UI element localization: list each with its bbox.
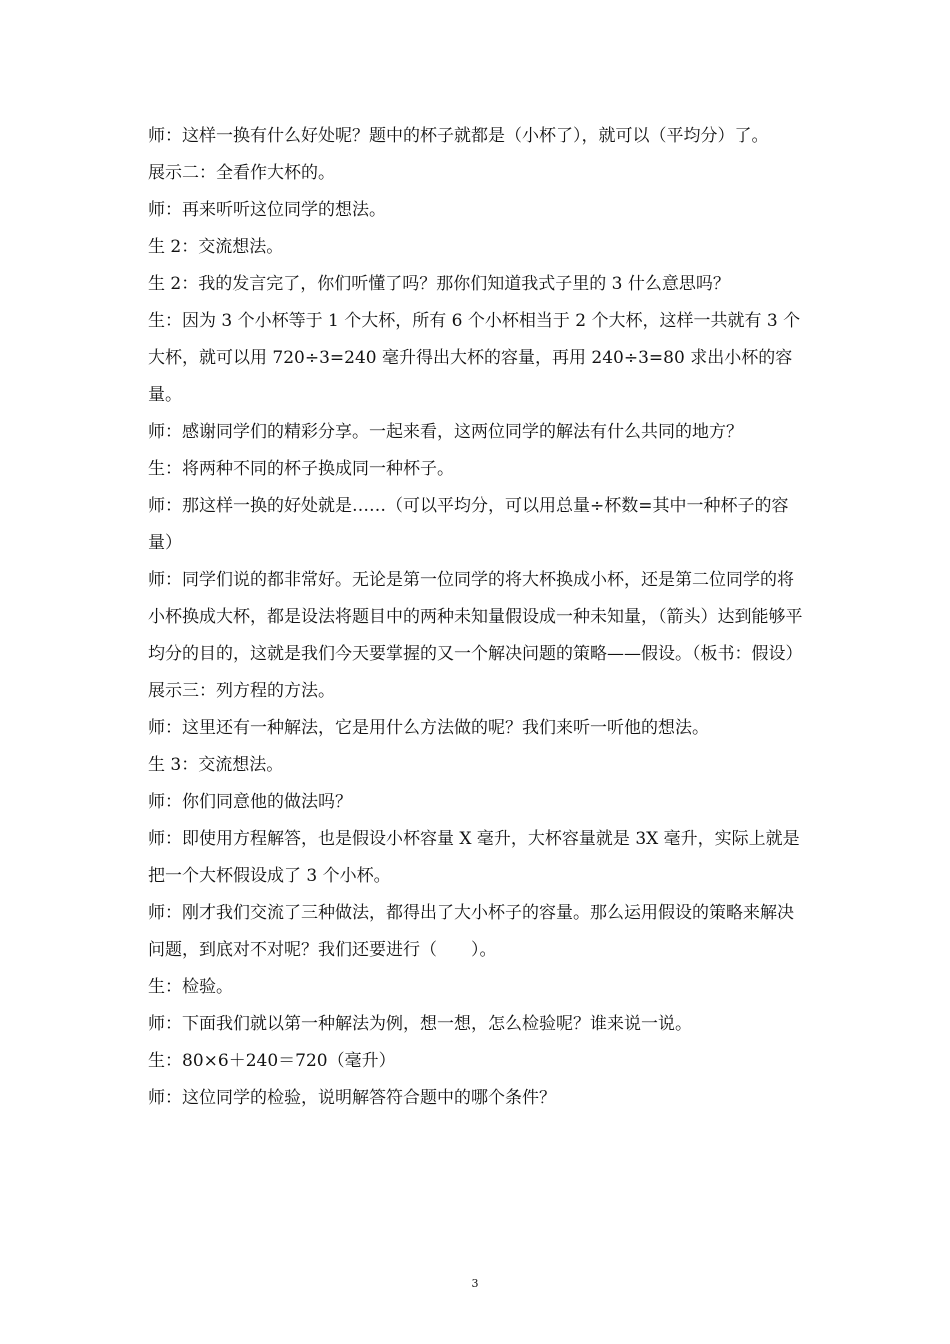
- paragraph: 师：你们同意他的做法吗？: [148, 792, 352, 812]
- paragraph: 生 3：交流想法。: [148, 755, 284, 775]
- paragraph: 生：因为 3 个小杯等于 1 个大杯，所有 6 个小杯相当于 2 个大杯，这样一共就有 3 个大杯，就可以用 720÷3=240 毫升得出大杯的容量，再用 240÷3=80 求出小杯的容量。: [148, 311, 801, 405]
- paragraph: 师：刚才我们交流了三种做法，都得出了大小杯子的容量。那么运用假设的策略来解决问题，到底对不对呢？我们还要进行（ ）。: [148, 903, 794, 960]
- paragraph: 生：将两种不同的杯子换成同一种杯子。: [148, 459, 454, 479]
- paragraph: 展示二：全看作大杯的。: [148, 163, 335, 183]
- paragraph: 生：检验。: [148, 977, 233, 997]
- paragraph: 师：这位同学的检验，说明解答符合题中的哪个条件？: [148, 1088, 556, 1108]
- paragraph: 师：同学们说的都非常好。无论是第一位同学的将大杯换成小杯，还是第二位同学的将小杯换成大杯，都是设法将题目中的两种未知量假设成一种未知量，（箭头）达到能够平均分的目的，这就是我们今天要掌握的又一个解决问题的策略——假设。（板书：假设）: [148, 570, 803, 664]
- paragraph: 生 2：交流想法。: [148, 237, 284, 257]
- paragraph: 师：再来听听这位同学的想法。: [148, 200, 386, 220]
- paragraph: 师：那这样一换的好处就是……（可以平均分，可以用总量÷杯数=其中一种杯子的容量）: [148, 496, 789, 553]
- paragraph: 师：这样一换有什么好处呢？题中的杯子就都是（小杯了），就可以（平均分）了。: [148, 126, 769, 146]
- page-number: 3: [471, 1277, 479, 1290]
- paragraph: 师：感谢同学们的精彩分享。一起来看，这两位同学的解法有什么共同的地方？: [148, 422, 743, 442]
- paragraph: 师：即使用方程解答，也是假设小杯容量 X 毫升，大杯容量就是 3X 毫升，实际上就是把一个大杯假设成了 3 个小杯。: [148, 829, 800, 886]
- paragraph: 生 2：我的发言完了，你们听懂了吗？那你们知道我式子里的 3 什么意思吗？: [148, 274, 730, 294]
- paragraph: 生：80×6＋240＝720（毫升）: [148, 1051, 396, 1071]
- document-body: [148, 118, 810, 1117]
- paragraph: 师：下面我们就以第一种解法为例，想一想，怎么检验呢？谁来说一说。: [148, 1014, 692, 1034]
- paragraph: 师：这里还有一种解法，它是用什么方法做的呢？我们来听一听他的想法。: [148, 718, 709, 738]
- paragraph: 展示三：列方程的方法。: [148, 681, 335, 701]
